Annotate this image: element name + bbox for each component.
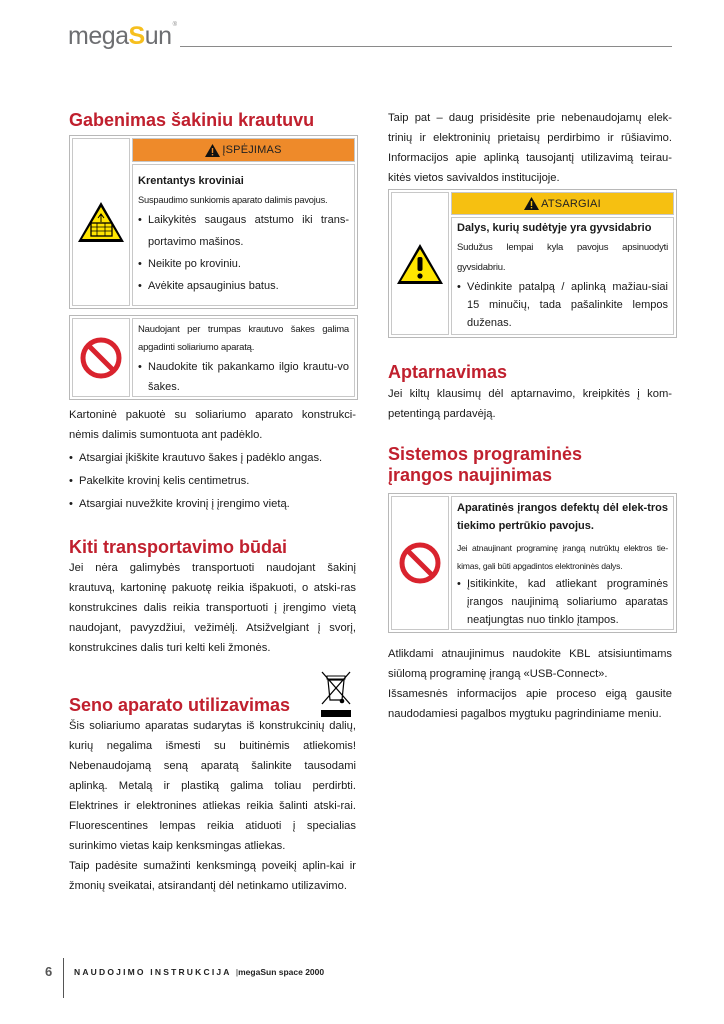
update-paragraph-2: Išsamesnės informacijos apie proceso eigą gausite naudodamiesi pagalbos mygtuku pagrindiniame meniu.: [388, 688, 672, 720]
warning-bullet-text: Laikykitės saugaus atstumo iki trans-portavimo mašinos.: [148, 214, 349, 248]
warning-triangle-icon: [205, 144, 220, 157]
prohibition-icon: [398, 541, 442, 585]
footer-title: [74, 967, 324, 977]
prohibition-bullet: [138, 357, 349, 397]
update-paragraph-1: Atlikdami atnaujinimus naudokite KBL atsisiuntimams siūlomą programinę įrangą «USB-Connect».: [388, 648, 672, 680]
caution-title: Dalys, kurių sudėtyje yra gyvsidabrio: [457, 222, 652, 234]
heading-disposal: Seno aparato utilizavimas: [69, 695, 291, 715]
caution-band: [451, 192, 674, 215]
crossed-out-wheelie-bin-icon: [319, 670, 353, 718]
update-prohibition-bullet-text: Įsitikinkite, kad atliekant programinės įrangos naujinimą soliariumo aparatas neatjungtas nuo tinklo įtampos.: [467, 578, 668, 626]
warning-bullet: [138, 209, 349, 253]
heading-other-transport: Kiti transportavimo būdai: [69, 537, 288, 557]
caution-icon-cell: [391, 192, 449, 335]
prohibition-icon-cell: [72, 318, 130, 397]
caution-content: [451, 217, 674, 335]
warning-bullet-text: Avėkite apsauginius batus.: [148, 280, 279, 292]
pallet-bullets: [69, 447, 356, 516]
warning-bullet: [138, 275, 349, 297]
disposal-paragraph-2: Taip padėsite sumažinti kenksmingą poveikį aplin-kai ir žmonių sveikatai, atsirandantį dėl netinkamo utilizavimo.: [69, 860, 356, 892]
update-prohibition-subtitle: Jei atnaujinant programinę įrangą nutrūktų elektros tie-kimas, gali būti apgadintos elektroninės dalys.: [457, 543, 668, 571]
update-prohibition-content: [451, 496, 674, 630]
update-section: [388, 644, 672, 724]
heading-software-update-line2: įrangos naujinimas: [388, 465, 553, 485]
footer-doc-title: NAUDOJIMO INSTRUKCIJA: [74, 967, 232, 977]
warning-subtitle: Suspaudimo sunkiomis aparato dalimis pavojus.: [138, 195, 328, 205]
warning-title: Krentantys kroviniai: [138, 175, 244, 187]
prohibition-bullets: [138, 357, 349, 397]
pallet-bullet: [69, 447, 356, 470]
heading-software-update-line1: Sistemos programinės: [388, 444, 583, 464]
exclamation-warning-icon: [395, 242, 445, 286]
caution-box-mercury: [388, 189, 677, 338]
pallet-bullet-text: Atsargiai įkiškite krautuvo šakes į padėklo angas.: [79, 452, 323, 464]
disposal-paragraph-1: Šis soliariumo aparatas sudarytas iš konstrukcinių dalių, kurių negalima išmesti su buitinėmis atliekomis! Nebenaudojamą seną aparatą šalinkite tausodami aplinką. Metalą ir plastiką galima toliau perdirbti. Elektrines ir elektronines atliekas reikia šalinti atski-rai. Fluorescentines lempas reikia atiduoti į specialias surinkimo vietas kaip kenksmingas atliekas.: [69, 720, 356, 852]
pallet-bullet: [69, 470, 356, 493]
prohibition-icon: [79, 336, 123, 380]
caution-bullet-text: Vėdinkite patalpą / aplinką mažiau-siai 15 minučių, tada pašalinkite lempos duženas.: [467, 281, 668, 329]
recycling-intro-paragraph: Taip pat – daug prisidėsite prie nebenaudojamų elek-trinių ir elektroninių prietaisų perdirbimo ir rūšiavimo. Informacijos apie aplinką tausojantį utilizavimą teirau-kitės vietos savivaldos institucijoje.: [388, 112, 672, 184]
warning-icon-cell: [72, 138, 130, 306]
warning-band-label: ĮSPĖJIMAS: [222, 144, 282, 156]
pallet-bullet-text: Atsargiai nuvežkite krovinį į įrengimo vietą.: [79, 498, 290, 510]
update-prohibition-bullets: [457, 575, 668, 629]
footer-separator: |: [235, 967, 239, 977]
caution-bullets: [457, 278, 668, 332]
update-prohibition-bullet: [457, 575, 668, 629]
pallet-bullet-text: Pakelkite krovinį kelis centimetrus.: [79, 475, 250, 487]
heading-service: Aptarnavimas: [388, 362, 508, 382]
caution-band-label: ATSARGIAI: [541, 197, 601, 210]
heading-software-update: [388, 444, 582, 486]
warning-box-falling-loads: [69, 135, 358, 309]
prohibition-box-power-interruption: [388, 493, 677, 633]
caution-subtitle: Sudužus lempai kyla pavojus apsinuodyti gyvsidabriu.: [457, 242, 668, 273]
update-prohibition-title: Aparatinės įrangos defektų dėl elek-tros tiekimo pertrūkio pavojus.: [457, 502, 668, 532]
service-paragraph: Jei kiltų klausimų dėl aptarnavimo, kreipkitės į kom-petentingą pardavėją.: [388, 388, 672, 420]
warning-bullet: [138, 253, 349, 275]
warning-bullet-text: Neikite po kroviniu.: [148, 258, 241, 270]
logo-prefix: mega: [68, 22, 129, 50]
logo-suffix: un: [144, 22, 172, 50]
prohibition-box-short-forks: [69, 315, 358, 400]
disposal-section: [69, 716, 356, 896]
prohibition-text: Naudojant per trumpas krautuvo šakes galima apgadinti soliariumo aparatą.: [138, 324, 349, 353]
megasun-logo: [68, 22, 177, 51]
pallet-section: [69, 405, 356, 516]
warning-triangle-icon: [524, 197, 539, 210]
prohibition-content: [132, 318, 355, 397]
caution-bullet: [457, 278, 668, 332]
heading-forklift-transport: Gabenimas šakiniu krautuvu: [69, 110, 315, 130]
falling-load-warning-icon: [76, 200, 126, 244]
other-transport-paragraph: Jei nėra galimybės transportuoti naudojant šakinį krautuvą, kartoninę pakuotę reikia išpakuoti, o atski-ras konstrukcines dalis reikia transportuoti į įrengimo vietą naudojant, pavyzdžiui, vežimėlį. Atsižvelgiant į svorį, konstrukcines dalis turi kelti keli žmonės.: [69, 562, 356, 654]
weee-symbol: [319, 670, 353, 718]
page-number: 6: [45, 964, 53, 979]
logo-registered-mark: ®: [172, 22, 177, 28]
footer-divider: [63, 958, 64, 998]
header-rule: [180, 46, 672, 47]
logo-s: S: [128, 22, 145, 50]
prohibition-bullet-text: Naudokite tik pakankamo ilgio krautu-vo šakes.: [148, 361, 349, 393]
warning-bullets: [138, 209, 349, 297]
footer-product: megaSun space 2000: [238, 967, 325, 977]
prohibition-icon-cell: [391, 496, 449, 630]
pallet-bullet: [69, 493, 356, 516]
warning-band: [132, 138, 355, 162]
warning-content: [132, 164, 355, 306]
pallet-paragraph: Kartoninė pakuotė su soliariumo aparato konstrukci-nėmis dalimis sumontuota ant padėklo.: [69, 409, 356, 441]
